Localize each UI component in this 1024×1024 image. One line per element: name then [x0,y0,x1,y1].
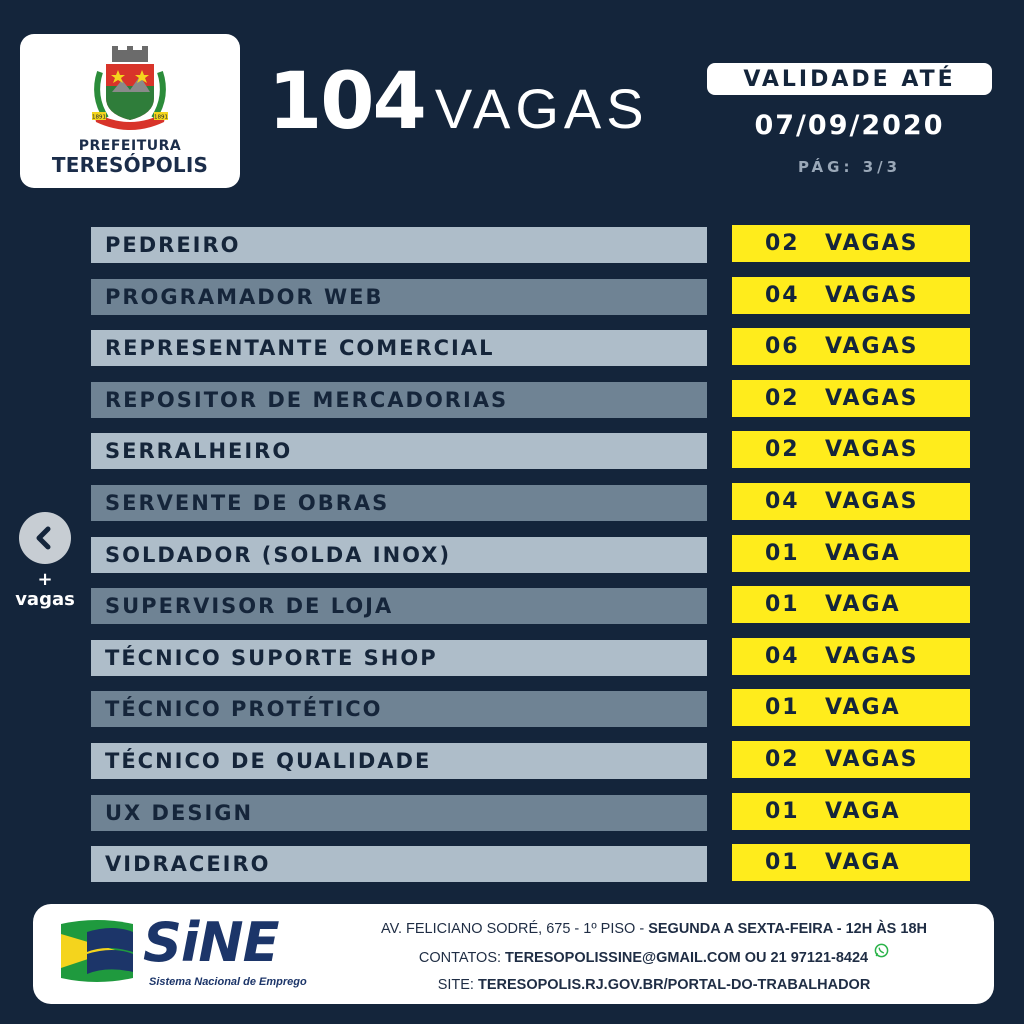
total-vacancies-word: VAGAS [434,77,649,140]
job-row [91,380,971,418]
whatsapp-icon [874,943,889,958]
sine-flag-icon [57,914,137,988]
job-vacancy-count: 04 [765,489,800,514]
job-vacancy-count: 01 [765,541,800,566]
footer-site-line [329,972,979,999]
job-vacancy-badge [732,689,970,726]
job-row [91,483,971,521]
logo-prefeitura-label: PREFEITURA [78,138,182,154]
job-vacancy-badge [732,431,970,468]
job-vacancy-unit: VAGA [825,850,901,875]
sine-brand-name: SiNE [143,911,279,974]
more-plus-label: + [37,569,53,590]
crest-year-right: 1891 [154,114,168,121]
more-vacancies-link[interactable] [6,570,84,610]
job-title: PEDREIRO [91,227,707,263]
footer-info [329,916,979,999]
job-vacancy-count: 02 [765,747,800,772]
footer-card [33,904,994,1004]
validity-date: 07/09/2020 [754,110,945,141]
job-vacancy-unit: VAGA [825,799,901,824]
job-title: TÉCNICO SUPORTE SHOP [91,640,707,676]
job-row [91,328,971,366]
job-vacancy-badge [732,586,970,623]
crest-year-left: 1891 [92,114,106,121]
job-vacancy-count: 02 [765,386,800,411]
footer-site-label: SITE: [437,977,474,993]
job-row [91,431,971,469]
prefeitura-logo [20,34,240,188]
job-vacancy-badge [732,483,970,520]
job-vacancy-badge [732,741,970,778]
job-vacancy-count: 02 [765,231,800,256]
job-vacancy-count: 04 [765,283,800,308]
job-row [91,535,971,573]
job-vacancy-badge [732,638,970,675]
job-title: TÉCNICO PROTÉTICO [91,691,707,727]
job-vacancy-unit: VAGAS [825,231,919,256]
job-vacancy-count: 01 [765,799,800,824]
job-title: TÉCNICO DE QUALIDADE [91,743,707,779]
footer-address: AV. FELICIANO SODRÉ, 675 - 1º PISO - [381,921,645,937]
footer-site-value[interactable]: TERESOPOLIS.RJ.GOV.BR/PORTAL-DO-TRABALHADOR [477,977,871,993]
job-vacancy-unit: VAGA [825,592,901,617]
job-row [91,277,971,315]
job-row [91,844,971,882]
job-row [91,225,971,263]
vacancy-headline [268,57,649,147]
job-vacancy-count: 01 [765,850,800,875]
job-vacancy-unit: VAGAS [825,747,919,772]
job-vacancy-unit: VAGA [825,541,901,566]
job-row [91,793,971,831]
footer-contacts-label: CONTATOS: [418,950,502,966]
job-title: PROGRAMADOR WEB [91,279,707,315]
job-row [91,741,971,779]
job-vacancy-badge [732,844,970,881]
job-title: VIDRACEIRO [91,846,707,882]
job-vacancy-badge [732,380,970,417]
job-vacancy-count: 01 [765,695,800,720]
logo-city-label: TERESÓPOLIS [51,153,209,177]
job-vacancy-badge [732,225,970,262]
validity-label: VALIDADE ATÉ [707,63,992,95]
page-indicator: PÁG: 3/3 [797,158,902,176]
more-vagas-label: vagas [15,589,75,610]
job-title: REPOSITOR DE MERCADORIAS [91,382,707,418]
job-row [91,689,971,727]
city-crest-icon [88,46,172,132]
job-vacancy-unit: VAGAS [825,644,919,669]
job-vacancy-badge [732,328,970,365]
job-vacancy-badge [732,277,970,314]
job-title: SOLDADOR (SOLDA INOX) [91,537,707,573]
job-vacancy-badge [732,535,970,572]
job-title: SERVENTE DE OBRAS [91,485,707,521]
job-title: REPRESENTANTE COMERCIAL [91,330,707,366]
job-vacancy-unit: VAGAS [825,283,919,308]
footer-hours: SEGUNDA A SEXTA-FEIRA - 12H ÀS 18H [648,921,927,937]
job-title: SERRALHEIRO [91,433,707,469]
sine-brand-subtitle: Sistema Nacional de Emprego [149,976,307,988]
job-vacancy-count: 04 [765,644,800,669]
footer-contacts-value[interactable]: TERESOPOLISSINE@GMAIL.COM OU 21 97121-8424 [505,950,869,966]
job-vacancy-unit: VAGAS [825,489,919,514]
previous-page-button[interactable] [19,512,71,564]
job-vacancy-unit: VAGAS [825,386,919,411]
total-vacancies-number: 104 [268,57,425,147]
job-vacancy-unit: VAGAS [825,437,919,462]
job-vacancy-badge [732,793,970,830]
job-row [91,586,971,624]
job-vacancy-unit: VAGAS [825,334,919,359]
job-title: SUPERVISOR DE LOJA [91,588,707,624]
footer-contacts-line [329,943,979,972]
job-vacancy-count: 01 [765,592,800,617]
job-title: UX DESIGN [91,795,707,831]
job-vacancy-count: 02 [765,437,800,462]
job-vacancy-count: 06 [765,334,800,359]
job-row [91,638,971,676]
chevron-left-icon [32,525,58,551]
job-vacancy-unit: VAGA [825,695,901,720]
footer-address-line [329,916,979,943]
